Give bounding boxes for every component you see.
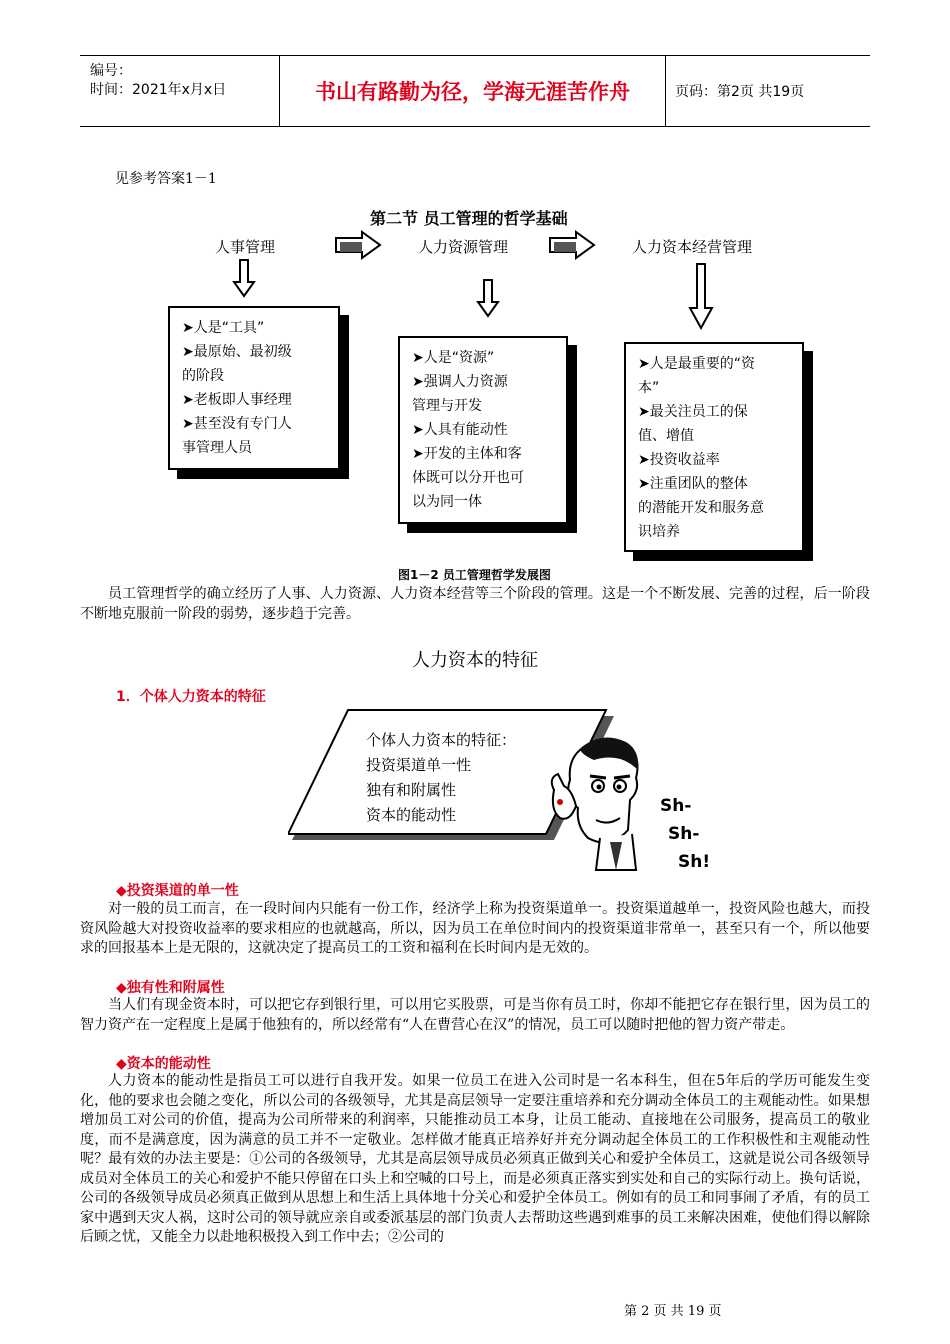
bullet1-title: ◆投资渠道的单一性 — [116, 883, 239, 899]
shushing-man-icon — [540, 730, 660, 880]
heading-features: 人力资本的特征 — [412, 650, 538, 671]
bullet1-paragraph — [80, 900, 870, 959]
right-arrow-icon — [546, 230, 598, 260]
intro-paragraph — [80, 585, 870, 624]
page-footer: 第 2 页 共 19 页 — [624, 1304, 722, 1319]
page-header — [80, 55, 870, 127]
shush-text — [660, 792, 710, 876]
header-meta — [80, 56, 280, 126]
box2-line: 管理与开发 — [412, 398, 482, 414]
box3-line: 识培养 — [638, 524, 680, 540]
box1-line: ➤甚至没有专门人 — [182, 416, 292, 432]
box3-line: ➤投资收益率 — [638, 452, 720, 468]
box2-line: ➤人具有能动性 — [412, 422, 508, 438]
stage1-label: 人事管理 — [215, 238, 276, 256]
banner-title: 个体人力资本的特征： — [366, 731, 517, 749]
box3-line: 的潜能开发和服务意 — [638, 500, 764, 516]
right-arrow-icon — [332, 230, 384, 260]
feature-banner — [366, 728, 516, 828]
subheading-individual-capital: 1．个体人力资本的特征 — [116, 689, 266, 705]
box3-line: 本” — [638, 380, 660, 396]
bullet2-text: 当人们有现金资本时，可以把它存到银行里，可以用它买股票，可是当你有员工时，你却不能把它存在银行里，因为员工的智力资产在一定程度上是属于他独有的，所以经常有“人在曹营心在汉”的情况，员工可以随时把他的智力资产带走。 — [80, 997, 870, 1033]
banner-item: 投资渠道单一性 — [366, 756, 472, 774]
down-arrow-icon — [688, 262, 714, 330]
down-arrow-icon — [476, 278, 500, 318]
shush-line: Sh- — [668, 824, 700, 844]
box1-line: 事管理人员 — [182, 440, 252, 456]
bullet3-text: 人力资本的能动性是指员工可以进行自我开发。如果一位员工在进入公司时是一名本科生，但在5年后的学历可能发生变化，他的要求也会随之变化，所以公司的各级领导，尤其是高层领导一定要注重培养和充分调动全体员工的主观能动性。如果想增加员工对公司的价值，提高为公司所带来的利润率，只能推动员工本身，让员工能动、直接地在公司服务，提高员工的敬业度，而不是满意度，因为满意的员工并不一定敬业。怎样做才能真正培养好并充分调动起全体员工的工作积极性和主观能动性呢？最有效的办法主要是：①公司的各级领导，尤其是高层领导成员必须真正做到关心和爱护全体员工，这就是说公司各级领导成员对全体员工的关心和爱护不能只停留在口头上和空喊的口号上，而是必须真正落实到实处和自己的实际行动上。换句话说，公司的各级领导成员必须真正做到从思想上和生活上具体地十分关心和爱护全体员工。例如有的员工和同事闹了矛盾，有的员工家中遇到天灾人祸，这时公司的领导就应亲自或委派基层的部门负责人去帮助这些遇到难事的员工来解决困难，使他们得以解除后顾之忧，又能全力以赴地积极投入到工作中去；②公司的 — [80, 1073, 870, 1245]
bullet1-text: 对一般的员工而言，在一段时间内只能有一份工作，经济学上称为投资渠道单一。投资渠道越单一，投资风险也越大，而投资风险越大对投资收益率的要求相应的也就越高，所以，因为员工在单位时间内的投资渠道非常单一，甚至只有一个，所以他要求的回报基本上是无限的，这就决定了提高员工的工资和福利在长时间内是无效的。 — [80, 901, 870, 956]
stage3-label: 人力资本经营管理 — [632, 238, 753, 256]
bullet3-paragraph — [80, 1072, 870, 1248]
time-label: 时间：2021年x月x日 — [90, 82, 227, 98]
box-personnel-management — [168, 306, 340, 470]
header-page-code: 页码：第2页 共19页 — [675, 84, 805, 100]
box2-line: ➤强调人力资源 — [412, 374, 508, 390]
bullet2-paragraph — [80, 996, 870, 1035]
box2-line: 以为同一体 — [412, 494, 482, 510]
stage2-label: 人力资源管理 — [418, 238, 509, 256]
shush-line: Sh! — [678, 852, 711, 872]
intro-text: 员工管理哲学的确立经历了人事、人力资源、人力资本经营等三个阶段的管理。这是一个不断发展、完善的过程，后一阶段不断地克服前一阶段的弱势，逐步趋于完善。 — [80, 586, 870, 622]
box-hr-management — [398, 336, 568, 524]
header-motto: 书山有路勤为径，学海无涯苦作舟 — [280, 56, 666, 126]
box3-line: ➤人是最重要的“资 — [638, 356, 755, 372]
bullet2-title: ◆独有性和附属性 — [116, 980, 225, 996]
figure-caption: 图1－2 员工管理哲学发展图 — [398, 568, 551, 582]
box1-line: 的阶段 — [182, 368, 224, 384]
box2-line: ➤开发的主体和客 — [412, 446, 522, 462]
see-answer: 见参考答案1－1 — [115, 171, 217, 187]
box2-line: 体既可以分开也可 — [412, 470, 524, 486]
box2-line: ➤人是“资源” — [412, 350, 495, 366]
shush-line: Sh- — [660, 796, 692, 816]
banner-item: 独有和附属性 — [366, 781, 457, 799]
bullet3-title: ◆资本的能动性 — [116, 1056, 211, 1072]
banner-item: 资本的能动性 — [366, 806, 457, 824]
box3-line: ➤最关注员工的保 — [638, 404, 748, 420]
down-arrow-icon — [232, 258, 256, 298]
box1-line: ➤老板即人事经理 — [182, 392, 292, 408]
serial-label: 编号： — [90, 63, 132, 79]
section-title: 第二节 员工管理的哲学基础 — [370, 209, 568, 228]
box1-line: ➤人是“工具” — [182, 320, 265, 336]
box3-line: 值、增值 — [638, 428, 694, 444]
box1-line: ➤最原始、最初级 — [182, 344, 292, 360]
box3-line: ➤注重团队的整体 — [638, 476, 748, 492]
box-human-capital-management — [624, 342, 804, 552]
